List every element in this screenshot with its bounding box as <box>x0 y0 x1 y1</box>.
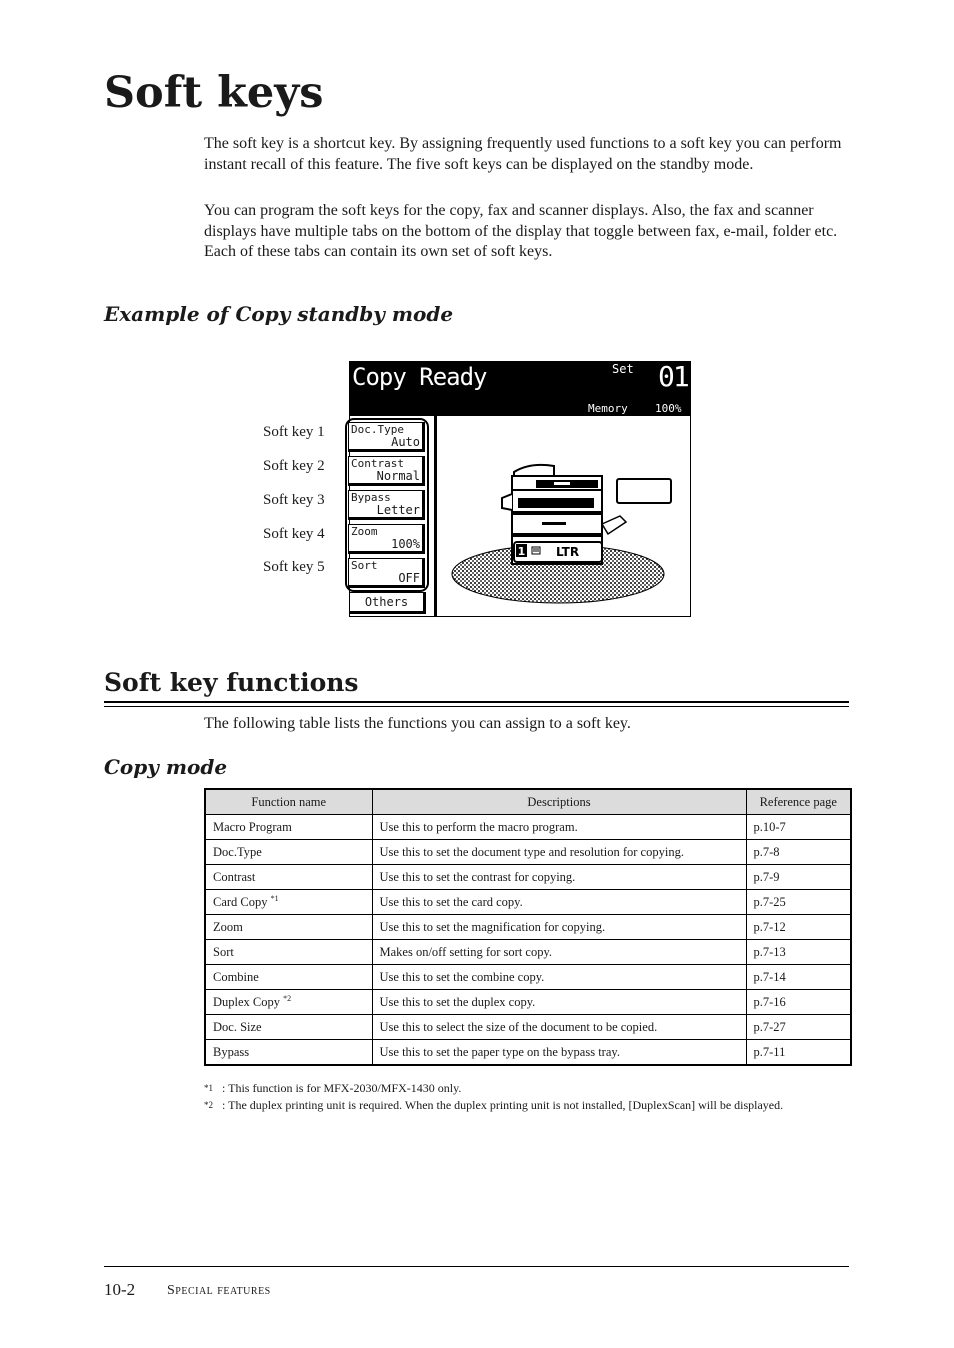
lcd-memory-label: Memory <box>588 402 628 415</box>
section-heading: Soft key functions <box>104 668 359 697</box>
function-name-cell <box>205 840 372 865</box>
description-cell: Use this to set the magnification for copying. <box>372 915 746 940</box>
description-cell: Makes on/off setting for sort copy. <box>372 940 746 965</box>
description-cell: Use this to set the contrast for copying. <box>372 865 746 890</box>
footnote-text: : This function is for MFX-2030/MFX-1430 only. <box>222 1081 462 1095</box>
function-name-cell <box>205 965 372 990</box>
function-name-cell <box>205 1040 372 1066</box>
table-row <box>205 965 851 990</box>
intro-paragraph-1: The soft key is a shortcut key. By assigning frequently used functions to a soft key you can perform instant recall of this feature. The five soft keys can be displayed on the standby mode. <box>204 135 842 173</box>
function-name: Doc. Size <box>213 1019 262 1034</box>
function-name: Macro Program <box>213 819 292 834</box>
lcd-set-label: Set <box>612 362 634 376</box>
reference-page-cell: p.7-11 <box>746 1040 851 1066</box>
table-row <box>205 1015 851 1040</box>
function-name: Card Copy <box>213 895 271 910</box>
table-row <box>205 990 851 1015</box>
section-rule <box>104 701 849 703</box>
lcd-status-bar <box>350 362 690 416</box>
soft-key-value: Auto <box>391 435 420 449</box>
soft-key-value: OFF <box>398 571 420 585</box>
soft-key-label-5: Soft key 5 <box>263 559 325 575</box>
page-number: 10-2 <box>104 1280 136 1299</box>
section-name: Special features <box>167 1283 271 1298</box>
function-name-cell <box>205 865 372 890</box>
soft-key-name: Contrast <box>351 457 404 470</box>
soft-key-name: Bypass <box>351 491 391 504</box>
soft-key-name: Sort <box>351 559 378 572</box>
footnote-mark: *1 <box>204 1083 213 1093</box>
lcd-memory-value: 100% <box>655 402 682 415</box>
footnote-2 <box>204 1097 844 1114</box>
function-name: Combine <box>213 969 259 984</box>
copy-mode-heading: Copy mode <box>104 755 228 779</box>
description-cell: Use this to set the paper type on the bypass tray. <box>372 1040 746 1066</box>
soft-key-name: Doc.Type <box>351 423 404 436</box>
description-cell: Use this to set the duplex copy. <box>372 990 746 1015</box>
others-button[interactable]: Others <box>349 592 426 614</box>
soft-key-name: Zoom <box>351 525 378 538</box>
functions-intro: The following table lists the functions you can assign to a soft key. <box>204 715 631 732</box>
table-header-row <box>205 789 851 815</box>
section-rule <box>104 706 849 707</box>
soft-key-column <box>346 416 435 616</box>
reference-page-cell: p.7-27 <box>746 1015 851 1040</box>
function-name: Zoom <box>213 919 243 934</box>
footnote-mark: *2 <box>204 1100 213 1110</box>
function-name-cell <box>205 915 372 940</box>
column-header: Descriptions <box>372 789 746 815</box>
function-name-cell <box>205 890 372 915</box>
table-row <box>205 1040 851 1066</box>
footnote-text: : The duplex printing unit is required. When the duplex printing unit is not installed, [DuplexScan] will be displayed. <box>222 1098 784 1112</box>
table-row <box>205 940 851 965</box>
description-cell: Use this to set the card copy. <box>372 890 746 915</box>
example-heading: Example of Copy standby mode <box>104 302 454 326</box>
reference-page-cell: p.7-25 <box>746 890 851 915</box>
function-name: Duplex Copy <box>213 995 284 1010</box>
soft-key-separator <box>434 416 437 616</box>
footnote-reference: *2 <box>283 993 292 1003</box>
function-name: Bypass <box>213 1044 250 1059</box>
reference-page-cell: p.7-14 <box>746 965 851 990</box>
soft-key-1[interactable] <box>348 422 425 452</box>
table-row <box>205 915 851 940</box>
table-row <box>205 815 851 840</box>
function-name: Sort <box>213 944 234 959</box>
description-cell: Use this to set the document type and resolution for copying. <box>372 840 746 865</box>
status-indicator-box <box>616 478 672 504</box>
reference-page-cell: p.10-7 <box>746 815 851 840</box>
page-title: Soft keys <box>104 68 324 118</box>
soft-key-label-1: Soft key 1 <box>263 424 325 440</box>
function-name-cell <box>205 1015 372 1040</box>
reference-page-cell: p.7-9 <box>746 865 851 890</box>
footnote-1 <box>204 1080 844 1097</box>
tray-number: 1 <box>517 545 526 558</box>
paper-size: LTR <box>556 545 580 559</box>
function-name-cell <box>205 940 372 965</box>
reference-page-cell: p.7-12 <box>746 915 851 940</box>
reference-page-cell: p.7-13 <box>746 940 851 965</box>
soft-key-label-4: Soft key 4 <box>263 526 325 542</box>
table-row <box>205 890 851 915</box>
soft-key-5[interactable] <box>348 558 425 588</box>
lcd-title: Copy Ready <box>352 363 487 391</box>
table-row <box>205 840 851 865</box>
soft-key-value: 100% <box>391 537 420 551</box>
function-name: Doc.Type <box>213 844 262 859</box>
soft-key-4[interactable] <box>348 524 425 554</box>
functions-table <box>204 788 852 1066</box>
lcd-set-count: 01 <box>658 360 688 393</box>
function-name-cell <box>205 815 372 840</box>
soft-key-value: Normal <box>376 469 420 483</box>
soft-key-2[interactable] <box>348 456 425 486</box>
column-header: Function name <box>205 789 372 815</box>
soft-key-3[interactable] <box>348 490 425 520</box>
soft-key-label-3: Soft key 3 <box>263 492 325 508</box>
soft-key-label-2: Soft key 2 <box>263 458 325 474</box>
column-header: Reference page <box>746 789 851 815</box>
function-name: Contrast <box>213 869 256 884</box>
intro-paragraph-2: You can program the soft keys for the copy, fax and scanner displays. Also, the fax and scanner displays have multiple tabs on the bottom of the display that toggle between fax, e-mail, folder etc. Each of these tabs can contain its own set of soft keys. <box>204 202 838 260</box>
footer-rule <box>104 1266 849 1267</box>
function-name-cell <box>205 990 372 1015</box>
footnote-reference: *1 <box>270 893 279 903</box>
description-cell: Use this to select the size of the document to be copied. <box>372 1015 746 1040</box>
description-cell: Use this to set the combine copy. <box>372 965 746 990</box>
reference-page-cell: p.7-16 <box>746 990 851 1015</box>
table-row <box>205 865 851 890</box>
description-cell: Use this to perform the macro program. <box>372 815 746 840</box>
lcd-screen <box>349 361 691 617</box>
soft-key-value: Letter <box>376 503 420 517</box>
reference-page-cell: p.7-8 <box>746 840 851 865</box>
